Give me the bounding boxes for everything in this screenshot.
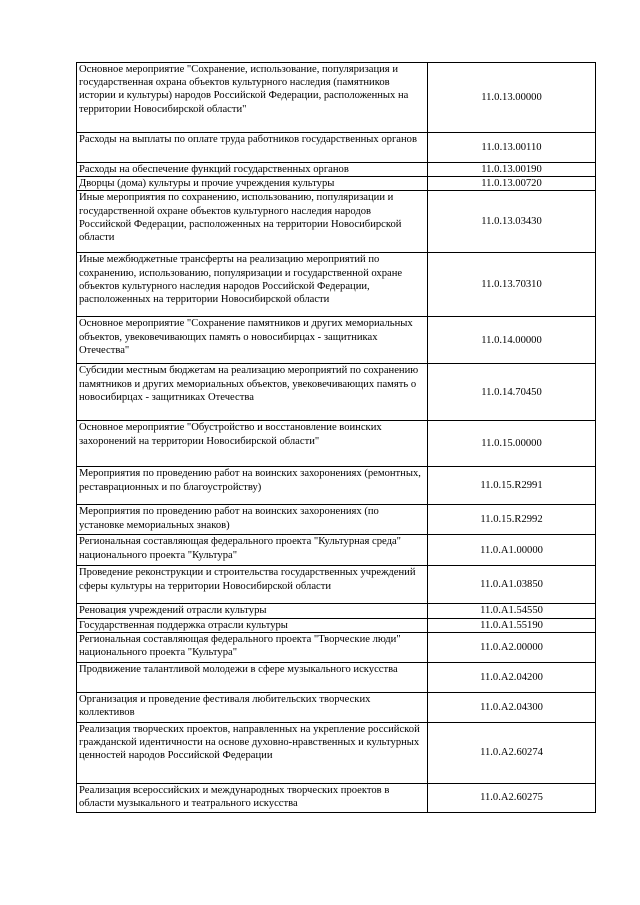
row-name-cell: Иные мероприятия по сохранению, использованию, популяризации и государственной охране объектов культурного наследия народов Российской Федерации, расположенных на территории Новосибирской области [77,191,428,253]
table-row [77,692,596,722]
row-name-cell: Иные межбюджетные трансферты на реализацию мероприятий по сохранению, использованию, популяризации и государственной охране объектов культурного наследия народов Российской Федерации, расположенных на территории Новосибирской области [77,253,428,317]
row-code-cell: 11.0.15.R2992 [428,505,596,535]
row-name-cell: Реализация творческих проектов, направленных на укрепление российской гражданской идентичности на основе духовно-нравственных и культурных ценностей народов Российской Федерации [77,722,428,783]
row-code-cell: 11.0.15.00000 [428,421,596,467]
row-code-cell: 11.0.13.00190 [428,163,596,177]
table-row [77,253,596,317]
row-code-cell: 11.0.13.00720 [428,177,596,191]
row-name-cell: Региональная составляющая федерального проекта "Культурная среда" национального проекта "Культура" [77,535,428,566]
row-code-cell: 11.0.A2.04200 [428,662,596,692]
table-row [77,505,596,535]
row-name-cell: Основное мероприятие "Обустройство и восстановление воинских захоронений на территории Новосибирской области" [77,421,428,467]
table-row [77,133,596,163]
row-code-cell: 11.0.A1.54550 [428,604,596,618]
row-name-cell: Основное мероприятие "Сохранение, использование, популяризация и государственная охрана объектов культурного наследия (памятников истории и культуры) народов Российской Федерации, расположенных на территории Новосибирской области" [77,63,428,133]
row-name-cell: Региональная составляющая федерального проекта "Творческие люди" национального проекта "Культура" [77,632,428,662]
row-name-cell: Государственная поддержка отрасли культуры [77,618,428,632]
table-row [77,421,596,467]
table-row [77,364,596,421]
row-name-cell: Дворцы (дома) культуры и прочие учреждения культуры [77,177,428,191]
row-name-cell: Реновация учреждений отрасли культуры [77,604,428,618]
table-row [77,63,596,133]
row-code-cell: 11.0.A1.00000 [428,535,596,566]
row-name-cell: Основное мероприятие "Сохранение памятников и других мемориальных объектов, увековечивающих память о новосибирцах - защитниках Отечества" [77,317,428,364]
table-row [77,177,596,191]
row-code-cell: 11.0.13.70310 [428,253,596,317]
row-code-cell: 11.0.13.00000 [428,63,596,133]
row-name-cell: Мероприятия по проведению работ на воинских захоронениях (ремонтных, реставрационных и по благоустройству) [77,467,428,505]
row-code-cell: 11.0.A2.00000 [428,632,596,662]
row-code-cell: 11.0.15.R2991 [428,467,596,505]
table-row [77,662,596,692]
row-code-cell: 11.0.13.03430 [428,191,596,253]
table-row [77,566,596,604]
row-name-cell: Продвижение талантливой молодежи в сфере музыкального искусства [77,662,428,692]
table-row [77,191,596,253]
row-code-cell: 11.0.A1.55190 [428,618,596,632]
budget-classification-table [76,62,596,813]
table-row [77,722,596,783]
row-name-cell: Проведение реконструкции и строительства государственных учреждений сферы культуры на территории Новосибирской области [77,566,428,604]
row-name-cell: Организация и проведение фестиваля любительских творческих коллективов [77,692,428,722]
table-row [77,535,596,566]
row-name-cell: Реализация всероссийских и международных творческих проектов в области музыкального и театрального искусства [77,783,428,812]
table-row [77,467,596,505]
table-row [77,783,596,812]
row-code-cell: 11.0.A2.60274 [428,722,596,783]
table-row [77,604,596,618]
table-row [77,632,596,662]
row-name-cell: Расходы на обеспечение функций государственных органов [77,163,428,177]
row-code-cell: 11.0.14.70450 [428,364,596,421]
table-row [77,163,596,177]
table-row [77,618,596,632]
row-code-cell: 11.0.A2.04300 [428,692,596,722]
row-code-cell: 11.0.A1.03850 [428,566,596,604]
row-name-cell: Расходы на выплаты по оплате труда работников государственных органов [77,133,428,163]
table-row [77,317,596,364]
row-code-cell: 11.0.14.00000 [428,317,596,364]
row-name-cell: Мероприятия по проведению работ на воинских захоронениях (по установке мемориальных знаков) [77,505,428,535]
row-code-cell: 11.0.A2.60275 [428,783,596,812]
row-code-cell: 11.0.13.00110 [428,133,596,163]
row-name-cell: Субсидии местным бюджетам на реализацию мероприятий по сохранению памятников и других мемориальных объектов, увековечивающих память о новосибирцах - защитниках Отечества [77,364,428,421]
